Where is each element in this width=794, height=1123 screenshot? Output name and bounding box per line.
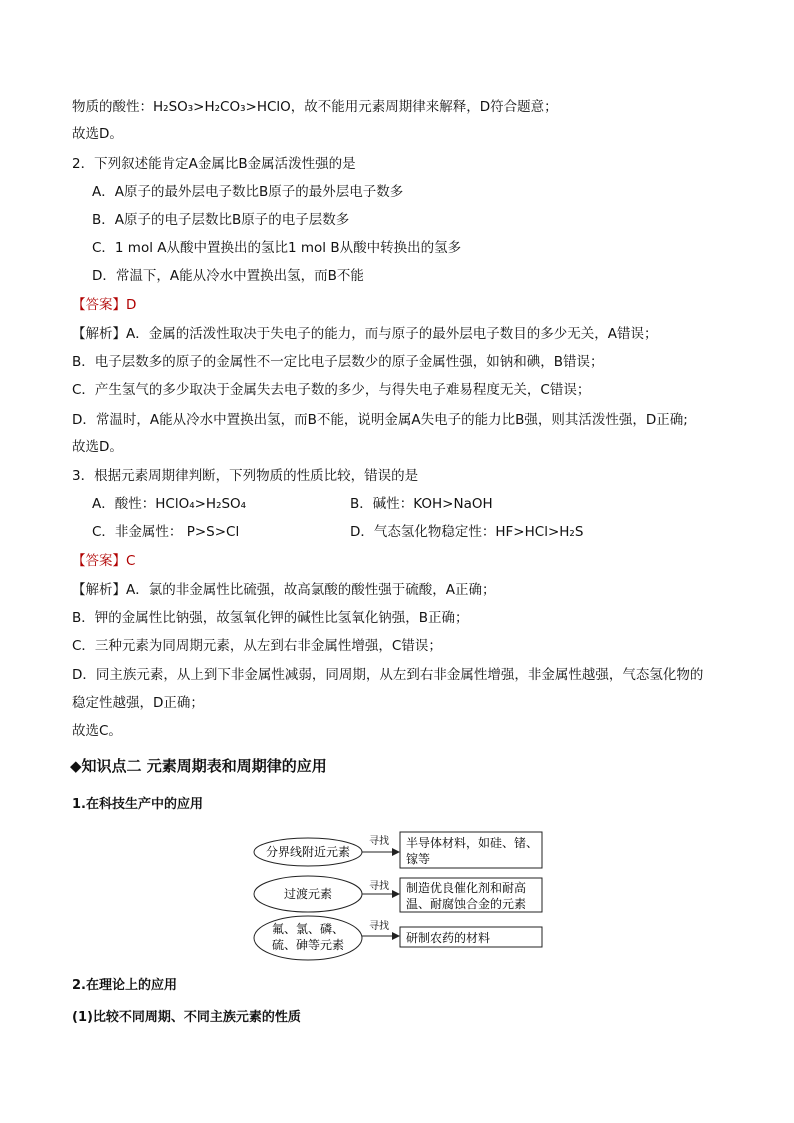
node-label: 氟、氯、磷、 (271, 922, 345, 936)
question-3: 3．根据元素周期律判断，下列物质的性质比较，错误的是 (72, 468, 419, 484)
section-heading: ◆知识点二 元素周期表和周期律的应用 (70, 757, 327, 775)
application-diagram (240, 822, 550, 962)
text-line: 故选D。 (72, 126, 123, 142)
box-label: 镓等 (406, 852, 431, 866)
text-line: 物质的酸性：H₂SO₃>H₂CO₃>HClO，故不能用元素周期律来解释，D符合题意； (72, 99, 558, 115)
explanation-line: 稳定性越强，D正确； (72, 695, 204, 711)
option-c: C．1 mol A从酸中置换出的氢比1 mol B从酸中转换出的氢多 (92, 240, 462, 256)
option-a: A．A原子的最外层电子数比B原子的最外层电子数多 (92, 184, 404, 200)
answer-label: 【答案】D (72, 297, 137, 313)
box-label: 研制农药的材料 (406, 931, 491, 945)
node-label: 分界线附近元素 (265, 845, 351, 859)
option-d: D．气态氢化物稳定性：HF>HCl>H₂S (350, 524, 584, 540)
explanation-line: D．常温时，A能从冷水中置换出氢，而B不能，说明金属A失电子的能力比B强，则其活泼性强，D正确; (72, 412, 688, 428)
arrow-label: 寻找 (369, 881, 389, 892)
explanation-line: 故选D。 (72, 439, 123, 455)
box-label: 半导体材料，如硅、锗、 (406, 836, 539, 850)
explanation-line: B．钾的金属性比钠强，故氢氧化钾的碱性比氢氧化钠强，B正确； (72, 610, 469, 626)
explanation-line: C．三种元素为同周期元素，从左到右非金属性增强，C错误； (72, 638, 442, 654)
box-label: 制造优良催化剂和耐高 (406, 881, 527, 895)
explanation-line: B．电子层数多的原子的金属性不一定比电子层数少的原子金属性强，如钠和碘，B错误； (72, 354, 604, 370)
option-b: B．碱性：KOH>NaOH (350, 496, 493, 512)
box-label: 温、耐腐蚀合金的元素 (406, 897, 527, 911)
explanation-line: 【解析】A．氯的非金属性比硫强，故高氯酸的酸性强于硫酸，A正确； (72, 582, 496, 598)
question-2: 2．下列叙述能肯定A金属比B金属活泼性强的是 (72, 156, 356, 172)
explanation-line: C．产生氢气的多少取决于金属失去电子数的多少，与得失电子难易程度无关，C错误； (72, 382, 591, 398)
option-a: A．酸性：HClO₄>H₂SO₄ (92, 496, 247, 512)
subsection-heading: 1.在科技生产中的应用 (72, 797, 203, 812)
arrow-head (392, 890, 400, 898)
subsection-heading: (1)比较不同周期、不同主族元素的性质 (72, 1010, 301, 1025)
arrow-head (392, 932, 400, 940)
subsection-heading: 2.在理论上的应用 (72, 978, 177, 993)
option-d: D．常温下，A能从冷水中置换出氢，而B不能 (92, 268, 364, 284)
node-label: 硫、砷等元素 (271, 938, 345, 952)
arrow-label: 寻找 (369, 921, 389, 932)
explanation-line: D．同主族元素，从上到下非金属性减弱，同周期，从左到右非金属性增强，非金属性越强，气态氢化物的 (72, 667, 704, 683)
node-label: 过渡元素 (283, 887, 333, 901)
arrow-label: 寻找 (369, 836, 389, 847)
option-c: C．非金属性： P>S>Cl (92, 524, 240, 540)
option-b: B．A原子的电子层数比B原子的电子层数多 (92, 212, 350, 228)
arrow-head (392, 848, 400, 856)
explanation-line: 【解析】A．金属的活泼性取决于失电子的能力，而与原子的最外层电子数目的多少无关，A错误； (72, 326, 658, 342)
explanation-line: 故选C。 (72, 723, 122, 739)
answer-label: 【答案】C (72, 553, 136, 569)
